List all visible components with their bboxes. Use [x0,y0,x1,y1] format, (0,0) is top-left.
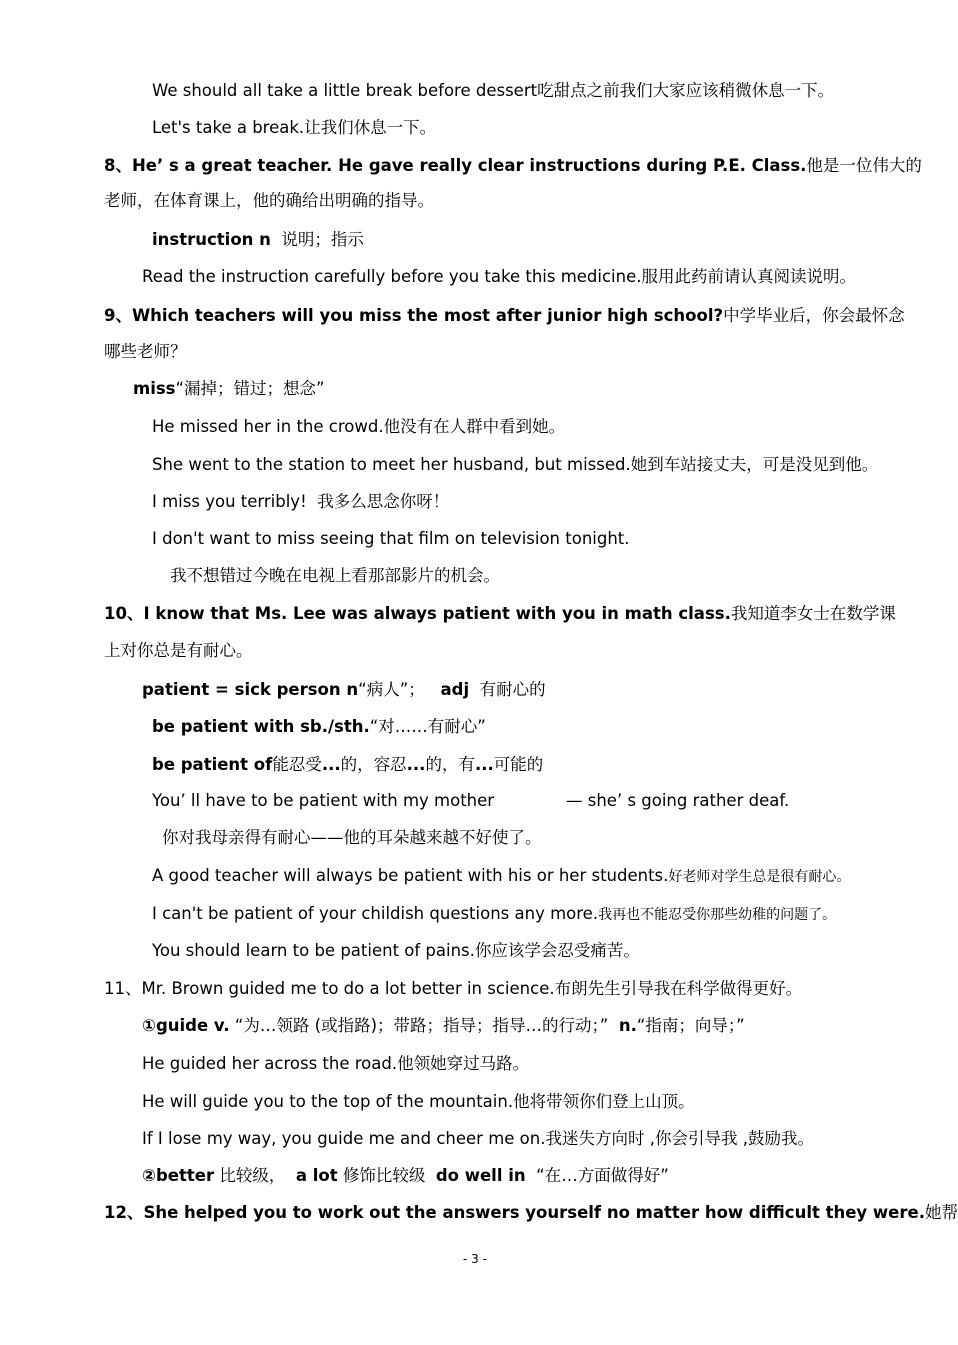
numbered-item-9-continued: 哪些老师？ [104,342,187,361]
numbered-item-10-continued: 上对你总是有耐心。 [104,641,253,660]
example-sentence: We should all take a little break before dessert吃甜点之前我们大家应该稍微休息一下。 [152,81,835,100]
example-sentence: Let's take a break.让我们休息一下。 [152,118,437,137]
example-sentence: A good teacher will always be patient with his or her students.好老师对学生总是很有耐心。 [152,866,851,885]
example-translation: 你对我母亲得有耐心——他的耳朵越来越不好使了。 [162,828,542,847]
vocab-definition: ①guide v. “为…领路 (或指路)；带路；指导；指导…的行动；” n.“指南；向导；” [142,1016,745,1035]
numbered-item-10: 10、I know that Ms. Lee was always patient with you in math class.我知道李女士在数学课 [104,604,896,623]
numbered-item-8: 8、He’ s a great teacher. He gave really clear instructions during P.E. Class.他是一位伟大的 [104,156,922,175]
example-sentence: She went to the station to meet her husband, but missed.她到车站接丈夫，可是没见到他。 [152,455,879,474]
page-number: - 3 - [463,1252,487,1266]
vocab-definition: patient = sick person n“病人”； adj 有耐心的 [142,680,546,699]
example-sentence: He missed her in the crowd.他没有在人群中看到她。 [152,417,566,436]
example-sentence: You should learn to be patient of pains.你应该学会忍受痛苦。 [152,941,640,960]
numbered-item-11: 11、Mr. Brown guided me to do a lot better in science.布朗先生引导我在科学做得更好。 [104,979,803,998]
numbered-item-8-continued: 老师，在体育课上，他的确给出明确的指导。 [104,191,434,210]
example-sentence: You’ ll have to be patient with my mother [152,791,495,810]
example-sentence: I can't be patient of your childish questions any more.我再也不能忍受你那些幼稚的问题了。 [152,904,837,923]
numbered-item-12: 12、She helped you to work out the answers yourself no matter how difficult they were.她帮 [104,1203,958,1222]
example-translation: 我不想错过今晚在电视上看那部影片的机会。 [170,566,500,585]
vocab-note: ②better 比较级， a lot 修饰比较级 do well in “在…方面做得好” [142,1166,669,1185]
example-sentence: He guided her across the road.他领她穿过马路。 [142,1054,530,1073]
vocab-definition: instruction n 说明；指示 [152,230,364,249]
phrase-definition: be patient with sb./sth.“对……有耐心” [152,717,486,736]
example-sentence: Read the instruction carefully before you take this medicine.服用此药前请认真阅读说明。 [142,267,856,286]
vocab-definition: miss“漏掉；错过；想念” [133,379,325,398]
numbered-item-9: 9、Which teachers will you miss the most after junior high school?中学毕业后，你会最怀念 [104,306,905,325]
example-sentence: I miss you terribly! 我多么思念你呀！ [152,492,450,511]
phrase-definition: be patient of能忍受...的，容忍...的，有...可能的 [152,755,544,774]
example-sentence: If I lose my way, you guide me and cheer me on.我迷失方向时 ,你会引导我 ,鼓励我。 [142,1129,814,1148]
example-sentence: I don't want to miss seeing that film on television tonight. [152,529,630,548]
example-sentence-part: — she’ s going rather deaf. [566,791,790,810]
example-sentence: He will guide you to the top of the mountain.他将带领你们登上山顶。 [142,1092,695,1111]
